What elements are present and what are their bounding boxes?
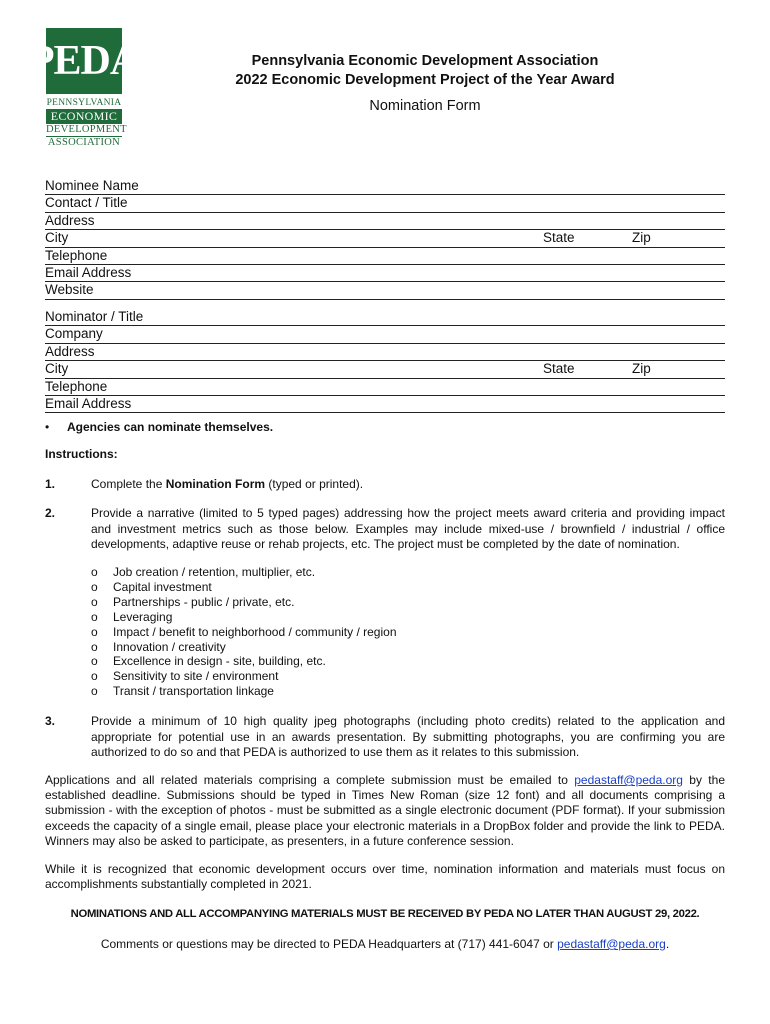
contact-pre: Comments or questions may be directed to PEDA Headquarters at (717) 441-6047 or <box>100 937 558 951</box>
item-1-pre: Complete the <box>91 477 166 491</box>
item-1-bold: Nomination Form <box>165 477 266 491</box>
list-item: o Job creation / retention, multiplier, etc. <box>91 565 397 580</box>
submission-email-link[interactable]: pedastaff@peda.org <box>574 773 683 787</box>
instructions-heading: Instructions: <box>45 447 118 461</box>
logo-line-2: ECONOMIC <box>46 109 122 123</box>
nominator-title-label: Nominator / Title <box>45 309 144 324</box>
list-item: o Leveraging <box>91 610 397 625</box>
nominator-company-field[interactable] <box>45 326 725 343</box>
item-1-post: (typed or printed). <box>265 477 364 491</box>
list-item: o Excellence in design - site, building, etc. <box>91 654 397 669</box>
list-item: o Capital investment <box>91 580 397 595</box>
nominee-state-label: State <box>543 230 575 246</box>
contact-email-link[interactable]: pedastaff@peda.org <box>557 937 666 951</box>
nominee-website-label: Website <box>45 282 94 298</box>
nominee-telephone-label: Telephone <box>45 247 108 263</box>
nominator-address-label: Address <box>45 343 95 359</box>
nominee-zip-label: Zip <box>632 230 651 246</box>
self-nomination-note <box>45 420 273 434</box>
item-3-text: Provide a minimum of 10 high quality jpeg photographs (including photo credits) related to the application and appropriate for potential use in an awards presentation. By submitting photographs, you are confirming you are authorized to do so and that PEDA is authorized to use them as it relates to this submission. <box>91 714 725 759</box>
contact-line <box>45 937 725 951</box>
nominator-zip-label: Zip <box>632 361 651 377</box>
nominator-address-field[interactable] <box>45 344 725 361</box>
nominee-website-field[interactable] <box>45 282 725 299</box>
nominee-fields <box>45 178 725 300</box>
list-item: o Transit / transportation linkage <box>91 684 397 699</box>
logo-line-3: DEVELOPMENT <box>46 124 127 135</box>
item-2-text: Provide a narrative (limited to 5 typed pages) addressing how the project meets award criteria and providing impact and investment metrics such as those below. Examples may include mixed-use / brownfield / industrial / office developments, adaptive reuse or rehab projects, etc. The project must be completed by the date of nomination. <box>91 506 725 551</box>
nominee-name-label: Nominee Name <box>45 178 139 193</box>
nominee-address-field[interactable] <box>45 213 725 230</box>
recognition-paragraph: While it is recognized that economic development occurs over time, nomination information and materials must focus on accomplishments substantially completed in 2021. <box>45 862 725 892</box>
list-item: o Innovation / creativity <box>91 640 397 655</box>
deadline-notice: NOMINATIONS AND ALL ACCOMPANYING MATERIALS MUST BE RECEIVED BY PEDA NO LATER THAN AUGUST 29, 2022. <box>70 908 700 920</box>
award-title: 2022 Economic Development Project of the Year Award <box>235 72 615 88</box>
logo-mark: PEDA <box>46 28 122 94</box>
nominee-address-label: Address <box>45 212 95 228</box>
document-header <box>130 52 720 114</box>
form-title: Nomination Form <box>369 98 481 114</box>
nominator-email-field[interactable] <box>45 396 725 413</box>
list-item: o Impact / benefit to neighborhood / community / region <box>91 625 397 640</box>
peda-logo <box>28 28 140 149</box>
nominee-email-field[interactable] <box>45 265 725 282</box>
logo-line-4: ASSOCIATION <box>47 137 121 148</box>
nominee-city-label: City <box>45 230 69 246</box>
nominee-contact-field[interactable] <box>45 195 725 212</box>
nominee-city-field[interactable] <box>45 230 725 247</box>
item-2-number: 2. <box>45 506 56 520</box>
nominator-state-label: State <box>543 361 575 377</box>
nominee-telephone-field[interactable] <box>45 248 725 265</box>
nominator-city-label: City <box>45 361 69 377</box>
nominator-email-label: Email Address <box>45 395 132 411</box>
nominator-city-field[interactable] <box>45 361 725 378</box>
item-1-number: 1. <box>45 477 56 491</box>
nominator-fields <box>45 309 725 413</box>
self-nomination-text: Agencies can nominate themselves. <box>67 420 274 434</box>
submission-paragraph <box>45 773 725 849</box>
nominator-title-field[interactable] <box>45 309 725 326</box>
contact-post: . <box>665 937 670 951</box>
nominee-email-label: Email Address <box>45 264 132 280</box>
nominee-name-field[interactable] <box>45 178 725 195</box>
list-item: o Partnerships - public / private, etc. <box>91 595 397 610</box>
nominee-contact-label: Contact / Title <box>45 195 128 211</box>
nominator-telephone-field[interactable] <box>45 379 725 396</box>
nominator-telephone-label: Telephone <box>45 378 108 394</box>
item-3-number: 3. <box>45 714 56 728</box>
list-item: o Sensitivity to site / environment <box>91 669 397 684</box>
submission-post: by the established deadline. Submissions should be typed in Times New Roman (size 12 font) and all documents comprising a submission - with the exception of photos - must be submitted as a single electronic document (PDF format). If your submission exceeds the capacity of a single email, please place your electronic materials in a DropBox folder and provide the link to PEDA. Winners may also be asked to participate, as presenters, in a future conference session. <box>45 773 725 848</box>
item-1-text <box>91 477 725 493</box>
nominator-company-label: Company <box>45 326 103 342</box>
criteria-list <box>91 565 397 699</box>
org-title: Pennsylvania Economic Development Association <box>251 53 599 69</box>
bullet-icon: • <box>45 420 50 434</box>
logo-line-1: PENNSYLVANIA <box>46 98 122 108</box>
submission-pre: Applications and all related materials comprising a complete submission must be emailed to <box>45 773 575 787</box>
